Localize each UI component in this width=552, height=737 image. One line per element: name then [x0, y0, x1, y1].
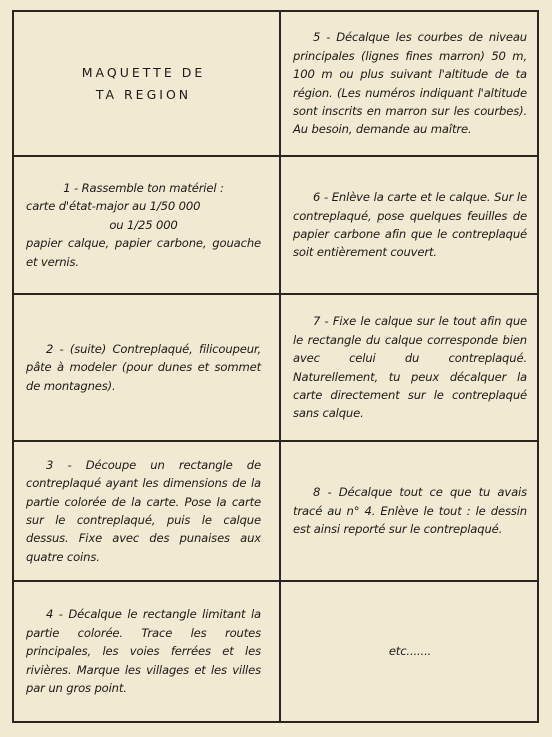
- step-4-text: 4 - Décalque le rectangle limitant la partie colorée. Trace les routes principales, les voies ferrées et les rivières. Marque les villages et les villes par un gros point.: [26, 607, 261, 696]
- step-8-text: 8 - Décalque tout ce que tu avais tracé au n° 4. Enlève le tout : le dessin est ainsi reporté sur le contreplaqué.: [293, 485, 527, 537]
- step-2-text: 2 - (suite) Contreplaqué, filicoupeur, pâte à modeler (pour dunes et sommet de montagnes).: [26, 341, 261, 393]
- title-line-2: TA REGION: [95, 86, 192, 102]
- page-title: [82, 62, 205, 106]
- instruction-grid: [12, 10, 539, 723]
- step-7-text: 7 - Fixe le calque sur le tout afin que le rectangle du calque corresponde bien avec celui du contreplaqué. Naturellement, tu peux décalquer la carte directement sur le contreplaqué sans calque.: [293, 314, 527, 421]
- step-3-cell: [14, 442, 281, 582]
- step-1-line-1: 1 - Rassemble ton matériel :: [63, 180, 224, 195]
- etc-cell: [281, 582, 537, 721]
- step-4-cell: [14, 582, 281, 721]
- step-7-cell: [281, 295, 537, 442]
- title-line-1: MAQUETTE DE: [81, 64, 206, 80]
- step-8-cell: [281, 442, 537, 582]
- step-6-text: 6 - Enlève la carte et le calque. Sur le contreplaqué, pose quelques feuilles de papier carbone afin que le contreplaqué soit entièrement couvert.: [293, 190, 527, 260]
- step-1-line-3: ou 1/25 000: [109, 217, 178, 232]
- step-5-text: 5 - Décalque les courbes de niveau principales (lignes fines marron) 50 m, 100 m ou plus suivant l'altitude de ta région. (Les numéros indiquant l'altitude sont inscrits en marron sur les courbes). Au besoin, demande au maître.: [293, 30, 527, 137]
- step-1-text: [26, 179, 261, 271]
- step-6-cell: [281, 157, 537, 295]
- step-5-cell: [281, 12, 537, 157]
- etc-text: etc.......: [388, 644, 432, 659]
- step-3-text: 3 - Découpe un rectangle de contreplaqué ayant les dimensions de la partie colorée de la carte. Pose la carte sur le contreplaqué, puis le calque dessus. Fixe avec des punaises aux quatre coins.: [26, 457, 261, 564]
- title-cell: [14, 12, 281, 157]
- step-1-line-2: carte d'état-major au 1/50 000: [26, 199, 201, 214]
- step-1-cell: [14, 157, 281, 295]
- step-2-cell: [14, 295, 281, 442]
- step-1-line-4: papier calque, papier carbone, gouache et vernis.: [26, 236, 261, 269]
